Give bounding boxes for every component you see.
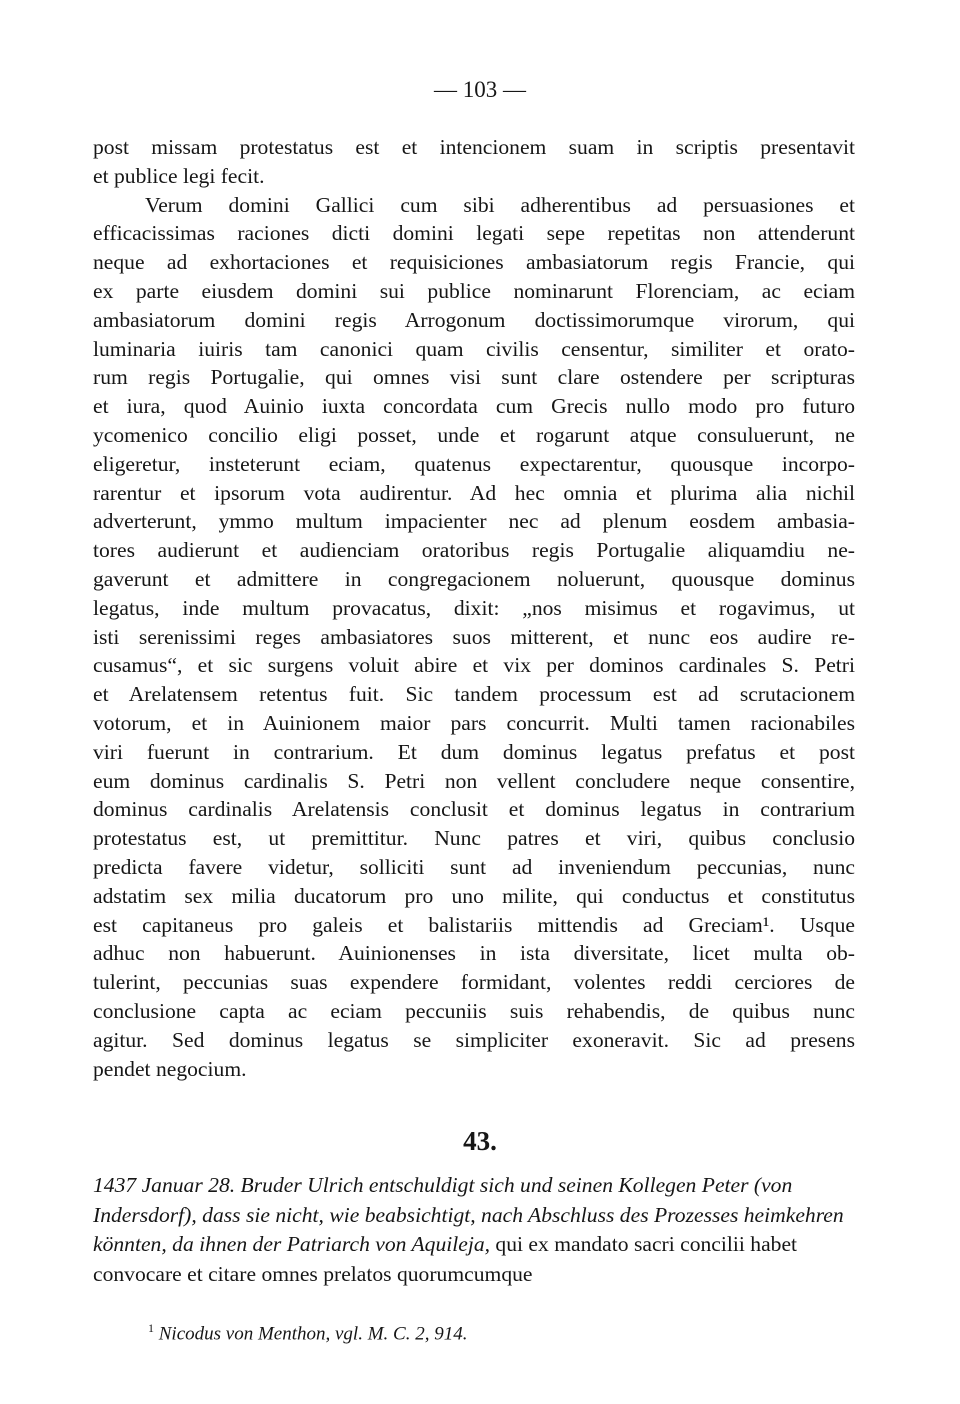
text-line: et Arelatensem retentus fuit. Sic tandem processum est ad scrutacionem: [93, 682, 855, 707]
entry-summary-italic: 1437 Januar 28. Bruder Ulrich entschuldigt sich und seinen Kollegen Peter (von Indersdorf), dass sie nicht, wie beabsichtigt, nach Abschluss des Prozesses heimkehren könnten, da ihnen der Patriarch von Aquileja,: [93, 1173, 844, 1257]
text-line: Verum domini Gallici cum sibi adherentibus ad persuasiones et: [145, 192, 855, 217]
text-line: eum dominus cardinalis S. Petri non vellent concludere neque consentire,: [93, 768, 855, 793]
text-line: neque ad exhortaciones et requisiciones ambasiatorum regis Francie, qui: [93, 250, 855, 275]
text-line: et publice legi fecit.: [93, 163, 265, 188]
text-line: ambasiatorum domini regis Arrogonum doctissimorumque virorum, qui: [93, 307, 855, 332]
text-line: agitur. Sed dominus legatus se simpliciter exoneravit. Sic ad presens: [93, 1027, 855, 1052]
entry-summary-roman: qui ex mandato sacri concilii habet convocare et citare omnes prelatos quorumcumque: [93, 1232, 798, 1286]
text-line: tulerint, peccunias suas expendere formidant, volentes reddi cerciores de: [93, 970, 855, 995]
text-line: adstatim sex milia ducatorum pro uno milite, qui conductus et constitutus: [93, 883, 855, 908]
footnote-marker: 1: [148, 1321, 154, 1335]
text-line: legatus, inde multum provacatus, dixit: „nos misimus et rogavimus, ut: [93, 595, 855, 620]
text-line: predicta favere videtur, solliciti sunt ad inveniendum peccunias, nunc: [93, 854, 855, 879]
text-line: efficacissimas raciones dicti domini legati sepe repetitas non attenderunt: [93, 221, 855, 246]
page-number: — 103 —: [434, 77, 526, 102]
text-line: luminaria iuiris tam canonici quam civilis censentur, similiter et orato-: [93, 336, 855, 361]
text-line: viri fuerunt in contrarium. Et dum dominus legatus prefatus et post: [93, 739, 855, 764]
text-line: dominus cardinalis Arelatensis conclusit et dominus legatus in contrarium: [93, 797, 855, 822]
text-line: votorum, et in Auinionem maior pars concurrit. Multi tamen racionabiles: [93, 710, 855, 735]
text-line: gaverunt et admittere in congregacionem noluerunt, quousque dominus: [93, 566, 855, 591]
text-line: est capitaneus pro galeis et balistariis mittendis ad Greciam¹. Usque: [93, 912, 855, 937]
text-line: cusamus“, et sic surgens voluit abire et vix per dominos cardinales S. Petri: [93, 653, 855, 678]
footnote-text: Nicodus von Menthon, vgl. M. C. 2, 914.: [158, 1323, 468, 1345]
text-line: post missam protestatus est et intencionem suam in scriptis presentavit: [93, 135, 855, 159]
text-line: rarentur et ipsorum vota audirentur. Ad hec omnia et plurima alia nichil: [93, 480, 855, 505]
text-line: protestatus est, ut premittitur. Nunc patres et viri, quibus conclusio: [93, 826, 855, 851]
text-line: rum regis Portugalie, qui omnes visi sunt clare ostendere per scripturas: [93, 365, 855, 390]
text-line: ycomenico concilio eligi posset, unde et rogarunt atque consuluerunt, ne: [93, 422, 855, 447]
section-number: 43.: [463, 1126, 497, 1156]
body-text: [93, 133, 855, 1083]
document-entry: [93, 1171, 855, 1289]
text-line: tores audierunt et audienciam oratoribus regis Portugalie aliquamdiu ne-: [93, 538, 855, 563]
text-line: pendet negocium.: [93, 1056, 247, 1081]
text-line: isti serenissimi reges ambasiatores suos mitterent, et nunc eos audire re-: [93, 624, 855, 649]
text-line: eligeretur, insteterunt eciam, quatenus expectarentur, quousque incorpo-: [93, 451, 855, 476]
footnote: [148, 1316, 467, 1346]
text-line: ex parte eiusdem domini sui publice nominarunt Florenciam, ac eciam: [93, 278, 855, 303]
text-line: et iura, quod Auinio iuxta concordata cum Grecis nullo modo pro futuro: [93, 394, 855, 419]
text-line: adverterunt, ymmo multum impacienter nec ad plenum eosdem ambasia-: [93, 509, 855, 534]
text-line: adhuc non habuerunt. Auinionenses in ista diversitate, licet multa ob-: [93, 941, 855, 966]
text-line: conclusione capta ac eciam peccuniis suis rehabendis, de quibus nunc: [93, 998, 855, 1023]
